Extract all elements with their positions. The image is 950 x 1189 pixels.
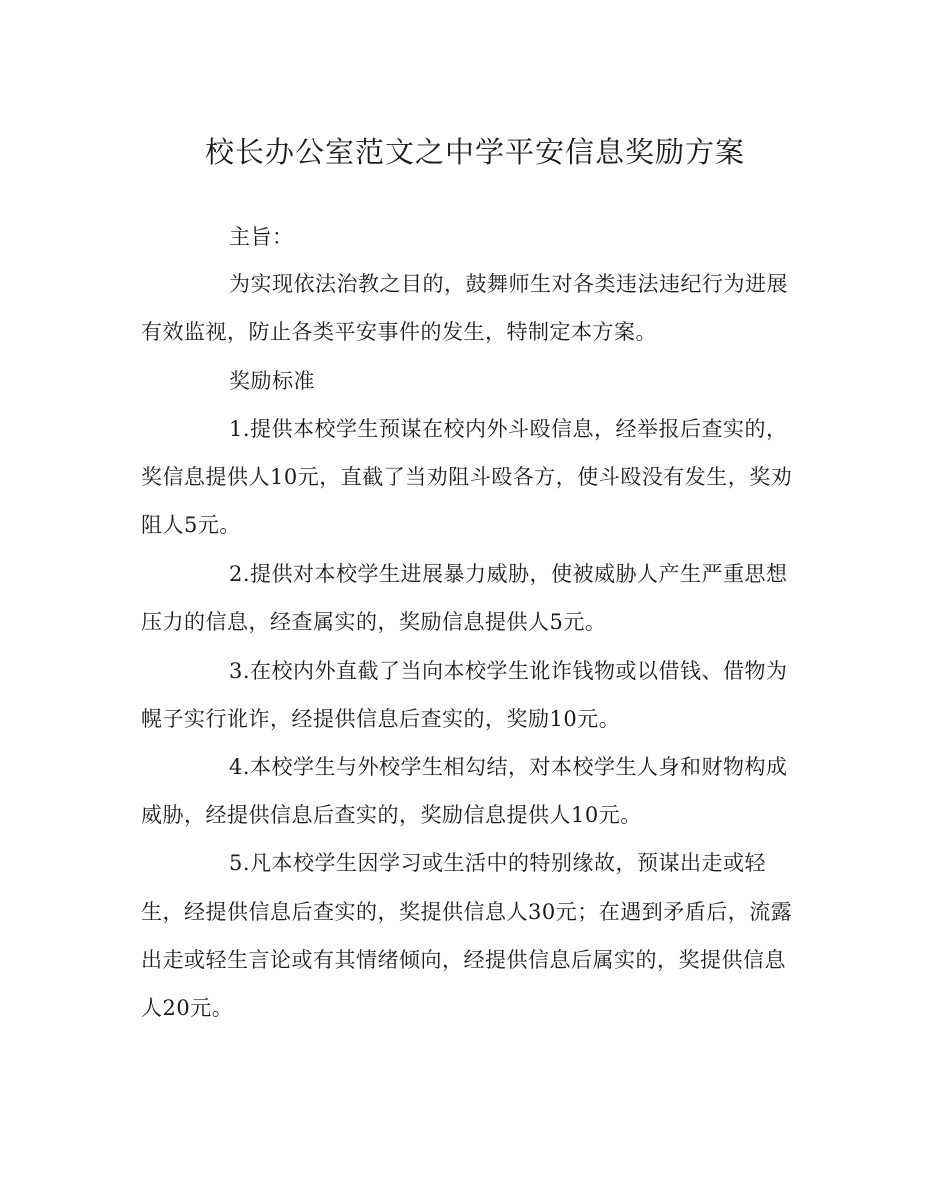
- paragraph-line: 为实现依法治教之目的，鼓舞师生对各类违法违纪行为进展: [229, 272, 788, 296]
- paragraph-line: 幌子实行讹诈，经提供信息后查实的，奖励10元。: [141, 707, 621, 731]
- paragraph-line: 3.在校内外直截了当向本校学生讹诈钱物或以借钱、借物为: [229, 659, 788, 683]
- section-heading-purpose: 主旨：: [229, 225, 294, 249]
- paragraph-line: 压力的信息，经查属实的，奖励信息提供人5元。: [141, 610, 607, 634]
- paragraph-line: 4.本校学生与外校学生相勾结，对本校学生人身和财物构成: [229, 755, 788, 779]
- paragraph-line: 出走或轻生言论或有其情绪倾向，经提供信息后属实的，奖提供信息: [141, 948, 786, 972]
- document-title: 校长办公室范文之中学平安信息奖励方案: [204, 135, 745, 169]
- paragraph-line: 阻人5元。: [141, 513, 241, 537]
- section-heading-standards: 奖励标准: [229, 369, 315, 393]
- paragraph-line: 有效监视，防止各类平安事件的发生，特制定本方案。: [141, 320, 657, 344]
- paragraph-line: 人20元。: [141, 996, 234, 1020]
- paragraph-line: 2.提供对本校学生进展暴力威胁，使被威胁人产生严重思想: [229, 562, 788, 586]
- paragraph-line: 奖信息提供人10元，直截了当劝阻斗殴各方，使斗殴没有发生，奖劝: [141, 465, 793, 489]
- paragraph-line: 威胁，经提供信息后查实的，奖励信息提供人10元。: [141, 803, 642, 827]
- paragraph-line: 1.提供本校学生预谋在校内外斗殴信息，经举报后查实的，: [229, 417, 788, 441]
- paragraph-line: 生，经提供信息后查实的，奖提供信息人30元；在遇到矛盾后，流露: [141, 900, 793, 924]
- paragraph-line: 5.凡本校学生因学习或生活中的特别缘故，预谋出走或轻: [229, 851, 767, 875]
